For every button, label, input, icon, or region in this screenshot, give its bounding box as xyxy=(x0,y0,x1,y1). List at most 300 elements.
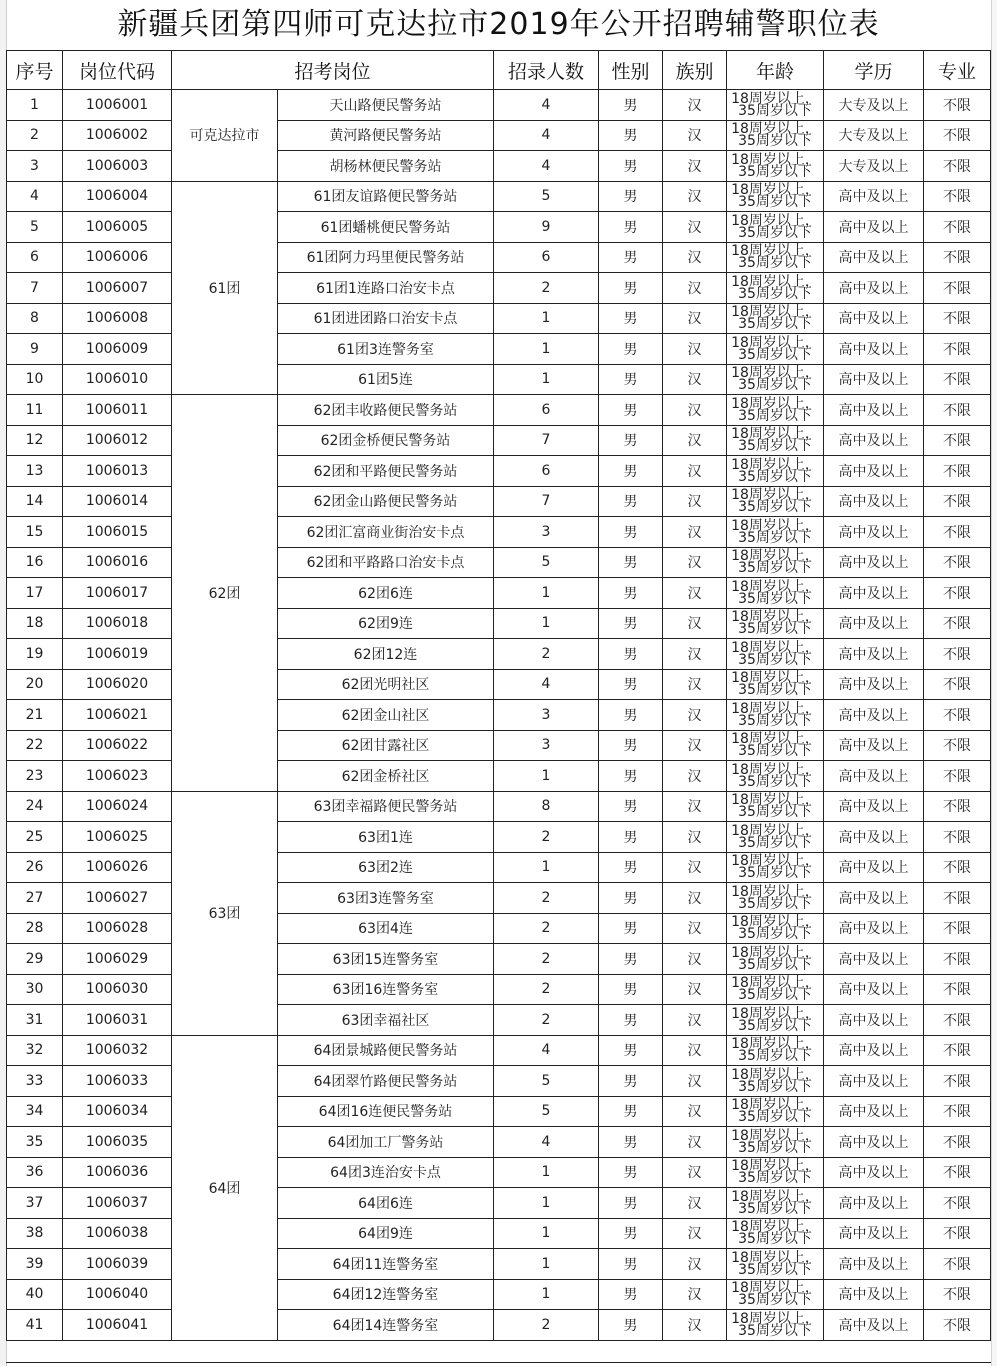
table-row xyxy=(7,639,991,670)
age-max-text: 35周岁以下 xyxy=(738,163,812,180)
position-name-cell: 63团15连警务室 xyxy=(278,944,494,975)
age-max-text: 35周岁以下 xyxy=(738,956,812,973)
serial-no-cell: 4 xyxy=(7,181,63,212)
age-min-text: 18周岁以上， xyxy=(731,1188,819,1205)
education-cell: 高中及以上 xyxy=(824,1249,924,1280)
position-name-cell: 63团幸福路便民警务站 xyxy=(278,791,494,822)
position-code-cell: 1006005 xyxy=(63,212,172,243)
gender-cell: 男 xyxy=(599,1035,663,1066)
position-code-cell: 1006012 xyxy=(63,425,172,456)
major-cell: 不限 xyxy=(924,883,991,914)
education-cell: 高中及以上 xyxy=(824,364,924,395)
next-row-edge xyxy=(6,1362,991,1367)
major-cell: 不限 xyxy=(924,120,991,151)
age-max-text: 35周岁以下 xyxy=(738,499,812,516)
age-cell xyxy=(727,212,824,243)
ethnicity-cell: 汉 xyxy=(663,242,727,273)
position-name-cell: 62团金山路便民警务站 xyxy=(278,486,494,517)
table-row xyxy=(7,456,991,487)
education-cell: 高中及以上 xyxy=(824,1279,924,1310)
major-cell: 不限 xyxy=(924,669,991,700)
table-row xyxy=(7,120,991,151)
position-name-cell: 63团幸福社区 xyxy=(278,1005,494,1036)
ethnicity-cell: 汉 xyxy=(663,1005,727,1036)
header-headcount: 招录人数 xyxy=(494,51,599,90)
age-cell xyxy=(727,1127,824,1158)
table-row xyxy=(7,303,991,334)
headcount-cell: 2 xyxy=(494,273,599,304)
position-name-cell: 62团丰收路便民警务站 xyxy=(278,395,494,426)
position-name-cell: 64团16连便民警务站 xyxy=(278,1096,494,1127)
ethnicity-cell: 汉 xyxy=(663,669,727,700)
education-cell: 高中及以上 xyxy=(824,730,924,761)
education-cell: 高中及以上 xyxy=(824,1005,924,1036)
age-min-text: 18周岁以上， xyxy=(731,151,819,168)
education-cell: 高中及以上 xyxy=(824,669,924,700)
gender-cell: 男 xyxy=(599,1249,663,1280)
table-row xyxy=(7,1188,991,1219)
headcount-cell: 3 xyxy=(494,517,599,548)
headcount-cell: 1 xyxy=(494,1279,599,1310)
ethnicity-cell: 汉 xyxy=(663,1096,727,1127)
gender-cell: 男 xyxy=(599,395,663,426)
age-min-text: 18周岁以上， xyxy=(731,1249,819,1266)
serial-no-cell: 14 xyxy=(7,486,63,517)
major-cell: 不限 xyxy=(924,730,991,761)
ethnicity-cell: 汉 xyxy=(663,1218,727,1249)
position-code-cell: 1006007 xyxy=(63,273,172,304)
ethnicity-cell: 汉 xyxy=(663,791,727,822)
serial-no-cell: 37 xyxy=(7,1188,63,1219)
age-max-text: 35周岁以下 xyxy=(738,834,812,851)
major-cell: 不限 xyxy=(924,974,991,1005)
age-min-text: 18周岁以上， xyxy=(731,609,819,626)
gender-cell: 男 xyxy=(599,944,663,975)
serial-no-cell: 21 xyxy=(7,700,63,731)
headcount-cell: 3 xyxy=(494,730,599,761)
ethnicity-cell: 汉 xyxy=(663,730,727,761)
table-row xyxy=(7,1310,991,1341)
age-min-text: 18周岁以上， xyxy=(731,1097,819,1114)
education-cell: 高中及以上 xyxy=(824,913,924,944)
ethnicity-cell: 汉 xyxy=(663,852,727,883)
position-code-cell: 1006025 xyxy=(63,822,172,853)
gender-cell: 男 xyxy=(599,1066,663,1097)
position-name-cell: 62团汇富商业街治安卡点 xyxy=(278,517,494,548)
major-cell: 不限 xyxy=(924,822,991,853)
age-cell xyxy=(727,578,824,609)
headcount-cell: 5 xyxy=(494,181,599,212)
age-min-text: 18周岁以上， xyxy=(731,212,819,229)
major-cell: 不限 xyxy=(924,181,991,212)
education-cell: 高中及以上 xyxy=(824,791,924,822)
serial-no-cell: 19 xyxy=(7,639,63,670)
headcount-cell: 8 xyxy=(494,791,599,822)
major-cell: 不限 xyxy=(924,212,991,243)
position-code-cell: 1006024 xyxy=(63,791,172,822)
education-cell: 大专及以上 xyxy=(824,120,924,151)
gender-cell: 男 xyxy=(599,669,663,700)
table-row xyxy=(7,547,991,578)
table-row xyxy=(7,517,991,548)
headcount-cell: 2 xyxy=(494,913,599,944)
position-code-cell: 1006029 xyxy=(63,944,172,975)
education-cell: 高中及以上 xyxy=(824,456,924,487)
position-name-cell: 62团和平路路口治安卡点 xyxy=(278,547,494,578)
headcount-cell: 1 xyxy=(494,1218,599,1249)
age-cell xyxy=(727,608,824,639)
gender-cell: 男 xyxy=(599,334,663,365)
unit-group-cell: 61团 xyxy=(172,181,278,395)
table-row xyxy=(7,791,991,822)
table-row xyxy=(7,944,991,975)
position-code-cell: 1006041 xyxy=(63,1310,172,1341)
gender-cell: 男 xyxy=(599,303,663,334)
age-max-text: 35周岁以下 xyxy=(738,1139,812,1156)
major-cell: 不限 xyxy=(924,517,991,548)
position-name-cell: 64团14连警务室 xyxy=(278,1310,494,1341)
position-code-cell: 1006006 xyxy=(63,242,172,273)
position-code-cell: 1006030 xyxy=(63,974,172,1005)
age-max-text: 35周岁以下 xyxy=(738,1109,812,1126)
gender-cell: 男 xyxy=(599,1188,663,1219)
header-age: 年龄 xyxy=(727,51,824,90)
education-cell: 大专及以上 xyxy=(824,90,924,121)
age-max-text: 35周岁以下 xyxy=(738,682,812,699)
gender-cell: 男 xyxy=(599,1157,663,1188)
age-max-text: 35周岁以下 xyxy=(738,1170,812,1187)
age-cell xyxy=(727,791,824,822)
age-max-text: 35周岁以下 xyxy=(738,1261,812,1278)
position-code-cell: 1006017 xyxy=(63,578,172,609)
header-education: 学历 xyxy=(824,51,924,90)
table-row xyxy=(7,151,991,182)
age-max-text: 35周岁以下 xyxy=(738,194,812,211)
position-name-cell: 64团翠竹路便民警务站 xyxy=(278,1066,494,1097)
headcount-cell: 1 xyxy=(494,303,599,334)
age-min-text: 18周岁以上， xyxy=(731,90,819,107)
education-cell: 高中及以上 xyxy=(824,1310,924,1341)
education-cell: 高中及以上 xyxy=(824,181,924,212)
age-cell xyxy=(727,425,824,456)
table-row xyxy=(7,273,991,304)
position-code-cell: 1006035 xyxy=(63,1127,172,1158)
age-max-text: 35周岁以下 xyxy=(738,346,812,363)
age-cell xyxy=(727,151,824,182)
position-name-cell: 63团1连 xyxy=(278,822,494,853)
age-min-text: 18周岁以上， xyxy=(731,243,819,260)
age-max-text: 35周岁以下 xyxy=(738,987,812,1004)
position-code-cell: 1006009 xyxy=(63,334,172,365)
position-name-cell: 64团加工厂警务站 xyxy=(278,1127,494,1158)
position-name-cell: 61团阿力玛里便民警务站 xyxy=(278,242,494,273)
ethnicity-cell: 汉 xyxy=(663,1035,727,1066)
major-cell: 不限 xyxy=(924,578,991,609)
age-max-text: 35周岁以下 xyxy=(738,651,812,668)
position-code-cell: 1006033 xyxy=(63,1066,172,1097)
unit-group-cell: 63团 xyxy=(172,791,278,1035)
serial-no-cell: 7 xyxy=(7,273,63,304)
table-row xyxy=(7,242,991,273)
age-cell xyxy=(727,1218,824,1249)
gender-cell: 男 xyxy=(599,120,663,151)
position-name-cell: 61团进团路口治安卡点 xyxy=(278,303,494,334)
headcount-cell: 4 xyxy=(494,1127,599,1158)
position-code-cell: 1006021 xyxy=(63,700,172,731)
headcount-cell: 5 xyxy=(494,547,599,578)
major-cell: 不限 xyxy=(924,608,991,639)
headcount-cell: 9 xyxy=(494,212,599,243)
major-cell: 不限 xyxy=(924,1279,991,1310)
age-min-text: 18周岁以上， xyxy=(731,395,819,412)
ethnicity-cell: 汉 xyxy=(663,456,727,487)
headcount-cell: 4 xyxy=(494,151,599,182)
header-row xyxy=(7,51,991,90)
gender-cell: 男 xyxy=(599,730,663,761)
major-cell: 不限 xyxy=(924,1127,991,1158)
ethnicity-cell: 汉 xyxy=(663,120,727,151)
position-name-cell: 62团9连 xyxy=(278,608,494,639)
ethnicity-cell: 汉 xyxy=(663,1249,727,1280)
position-code-cell: 1006036 xyxy=(63,1157,172,1188)
headcount-cell: 2 xyxy=(494,883,599,914)
gender-cell: 男 xyxy=(599,181,663,212)
position-code-cell: 1006034 xyxy=(63,1096,172,1127)
header-position: 招考岗位 xyxy=(172,51,494,90)
age-max-text: 35周岁以下 xyxy=(738,621,812,638)
serial-no-cell: 8 xyxy=(7,303,63,334)
ethnicity-cell: 汉 xyxy=(663,608,727,639)
headcount-cell: 3 xyxy=(494,700,599,731)
age-min-text: 18周岁以上， xyxy=(731,304,819,321)
serial-no-cell: 32 xyxy=(7,1035,63,1066)
education-cell: 高中及以上 xyxy=(824,517,924,548)
age-min-text: 18周岁以上， xyxy=(731,334,819,351)
age-min-text: 18周岁以上， xyxy=(731,914,819,931)
position-code-cell: 1006014 xyxy=(63,486,172,517)
ethnicity-cell: 汉 xyxy=(663,425,727,456)
header-gender: 性别 xyxy=(599,51,663,90)
serial-no-cell: 22 xyxy=(7,730,63,761)
age-min-text: 18周岁以上， xyxy=(731,975,819,992)
position-name-cell: 62团金山社区 xyxy=(278,700,494,731)
age-cell xyxy=(727,120,824,151)
table-row xyxy=(7,974,991,1005)
education-cell: 高中及以上 xyxy=(824,578,924,609)
age-min-text: 18周岁以上， xyxy=(731,182,819,199)
position-name-cell: 62团光明社区 xyxy=(278,669,494,700)
age-min-text: 18周岁以上， xyxy=(731,1036,819,1053)
age-min-text: 18周岁以上， xyxy=(731,1219,819,1236)
age-max-text: 35周岁以下 xyxy=(738,1322,812,1339)
table-row xyxy=(7,1127,991,1158)
ethnicity-cell: 汉 xyxy=(663,334,727,365)
ethnicity-cell: 汉 xyxy=(663,639,727,670)
gender-cell: 男 xyxy=(599,364,663,395)
age-cell xyxy=(727,761,824,792)
gender-cell: 男 xyxy=(599,242,663,273)
gender-cell: 男 xyxy=(599,547,663,578)
age-min-text: 18周岁以上， xyxy=(731,1066,819,1083)
education-cell: 高中及以上 xyxy=(824,242,924,273)
ethnicity-cell: 汉 xyxy=(663,547,727,578)
age-cell xyxy=(727,913,824,944)
education-cell: 高中及以上 xyxy=(824,1066,924,1097)
gender-cell: 男 xyxy=(599,1005,663,1036)
gender-cell: 男 xyxy=(599,578,663,609)
age-min-text: 18周岁以上， xyxy=(731,426,819,443)
serial-no-cell: 16 xyxy=(7,547,63,578)
position-code-cell: 1006023 xyxy=(63,761,172,792)
unit-group-cell: 64团 xyxy=(172,1035,278,1340)
headcount-cell: 1 xyxy=(494,364,599,395)
serial-no-cell: 10 xyxy=(7,364,63,395)
table-row xyxy=(7,608,991,639)
headcount-cell: 5 xyxy=(494,1096,599,1127)
major-cell: 不限 xyxy=(924,273,991,304)
age-min-text: 18周岁以上， xyxy=(731,944,819,961)
headcount-cell: 4 xyxy=(494,1035,599,1066)
position-code-cell: 1006016 xyxy=(63,547,172,578)
age-max-text: 35周岁以下 xyxy=(738,1292,812,1309)
gender-cell: 男 xyxy=(599,517,663,548)
serial-no-cell: 20 xyxy=(7,669,63,700)
major-cell: 不限 xyxy=(924,1157,991,1188)
position-name-cell: 62团金桥社区 xyxy=(278,761,494,792)
gender-cell: 男 xyxy=(599,1279,663,1310)
age-cell xyxy=(727,730,824,761)
serial-no-cell: 3 xyxy=(7,151,63,182)
position-name-cell: 64团3连治安卡点 xyxy=(278,1157,494,1188)
age-max-text: 35周岁以下 xyxy=(738,773,812,790)
education-cell: 高中及以上 xyxy=(824,1218,924,1249)
age-cell xyxy=(727,700,824,731)
ethnicity-cell: 汉 xyxy=(663,1066,727,1097)
position-code-cell: 1006037 xyxy=(63,1188,172,1219)
serial-no-cell: 30 xyxy=(7,974,63,1005)
position-code-cell: 1006018 xyxy=(63,608,172,639)
gender-cell: 男 xyxy=(599,456,663,487)
ethnicity-cell: 汉 xyxy=(663,761,727,792)
serial-no-cell: 26 xyxy=(7,852,63,883)
age-max-text: 35周岁以下 xyxy=(738,285,812,302)
position-code-cell: 1006020 xyxy=(63,669,172,700)
age-min-text: 18周岁以上， xyxy=(731,273,819,290)
serial-no-cell: 23 xyxy=(7,761,63,792)
serial-no-cell: 28 xyxy=(7,913,63,944)
age-max-text: 35周岁以下 xyxy=(738,865,812,882)
position-name-cell: 天山路便民警务站 xyxy=(278,90,494,121)
ethnicity-cell: 汉 xyxy=(663,1188,727,1219)
age-min-text: 18周岁以上， xyxy=(731,487,819,504)
serial-no-cell: 33 xyxy=(7,1066,63,1097)
position-name-cell: 63团2连 xyxy=(278,852,494,883)
position-code-cell: 1006031 xyxy=(63,1005,172,1036)
serial-no-cell: 9 xyxy=(7,334,63,365)
major-cell: 不限 xyxy=(924,1188,991,1219)
education-cell: 大专及以上 xyxy=(824,151,924,182)
serial-no-cell: 6 xyxy=(7,242,63,273)
education-cell: 高中及以上 xyxy=(824,334,924,365)
table-row xyxy=(7,822,991,853)
document-title: 新疆兵团第四师可克达拉市2019年公开招聘辅警职位表 xyxy=(117,7,880,42)
major-cell: 不限 xyxy=(924,90,991,121)
age-min-text: 18周岁以上， xyxy=(731,822,819,839)
age-cell xyxy=(727,639,824,670)
education-cell: 高中及以上 xyxy=(824,1127,924,1158)
position-name-cell: 61团蟠桃便民警务站 xyxy=(278,212,494,243)
major-cell: 不限 xyxy=(924,1066,991,1097)
age-max-text: 35周岁以下 xyxy=(738,102,812,119)
table-row xyxy=(7,334,991,365)
major-cell: 不限 xyxy=(924,1096,991,1127)
gender-cell: 男 xyxy=(599,852,663,883)
serial-no-cell: 15 xyxy=(7,517,63,548)
table-row xyxy=(7,1066,991,1097)
education-cell: 高中及以上 xyxy=(824,486,924,517)
gender-cell: 男 xyxy=(599,425,663,456)
age-cell xyxy=(727,822,824,853)
position-name-cell: 63团4连 xyxy=(278,913,494,944)
age-cell xyxy=(727,1310,824,1341)
age-min-text: 18周岁以上， xyxy=(731,365,819,382)
major-cell: 不限 xyxy=(924,242,991,273)
table-row xyxy=(7,700,991,731)
education-cell: 高中及以上 xyxy=(824,761,924,792)
position-code-cell: 1006003 xyxy=(63,151,172,182)
ethnicity-cell: 汉 xyxy=(663,90,727,121)
position-code-cell: 1006002 xyxy=(63,120,172,151)
age-min-text: 18周岁以上， xyxy=(731,578,819,595)
position-name-cell: 64团6连 xyxy=(278,1188,494,1219)
headcount-cell: 2 xyxy=(494,822,599,853)
serial-no-cell: 29 xyxy=(7,944,63,975)
major-cell: 不限 xyxy=(924,944,991,975)
education-cell: 高中及以上 xyxy=(824,944,924,975)
age-min-text: 18周岁以上， xyxy=(731,1005,819,1022)
position-name-cell: 63团3连警务室 xyxy=(278,883,494,914)
position-name-cell: 黄河路便民警务站 xyxy=(278,120,494,151)
major-cell: 不限 xyxy=(924,1249,991,1280)
age-max-text: 35周岁以下 xyxy=(738,1048,812,1065)
age-cell xyxy=(727,242,824,273)
major-cell: 不限 xyxy=(924,547,991,578)
age-min-text: 18周岁以上， xyxy=(731,670,819,687)
position-name-cell: 63团16连警务室 xyxy=(278,974,494,1005)
serial-no-cell: 36 xyxy=(7,1157,63,1188)
headcount-cell: 7 xyxy=(494,425,599,456)
gender-cell: 男 xyxy=(599,1218,663,1249)
major-cell: 不限 xyxy=(924,486,991,517)
age-min-text: 18周岁以上， xyxy=(731,853,819,870)
serial-no-cell: 1 xyxy=(7,90,63,121)
education-cell: 高中及以上 xyxy=(824,639,924,670)
age-max-text: 35周岁以下 xyxy=(738,1078,812,1095)
table-row xyxy=(7,913,991,944)
position-name-cell: 62团12连 xyxy=(278,639,494,670)
position-name-cell: 64团12连警务室 xyxy=(278,1279,494,1310)
ethnicity-cell: 汉 xyxy=(663,822,727,853)
headcount-cell: 4 xyxy=(494,120,599,151)
table-row xyxy=(7,90,991,121)
major-cell: 不限 xyxy=(924,1035,991,1066)
education-cell: 高中及以上 xyxy=(824,700,924,731)
header-major: 专业 xyxy=(924,51,991,90)
headcount-cell: 2 xyxy=(494,974,599,1005)
age-min-text: 18周岁以上， xyxy=(731,1158,819,1175)
position-code-cell: 1006028 xyxy=(63,913,172,944)
age-max-text: 35周岁以下 xyxy=(738,316,812,333)
